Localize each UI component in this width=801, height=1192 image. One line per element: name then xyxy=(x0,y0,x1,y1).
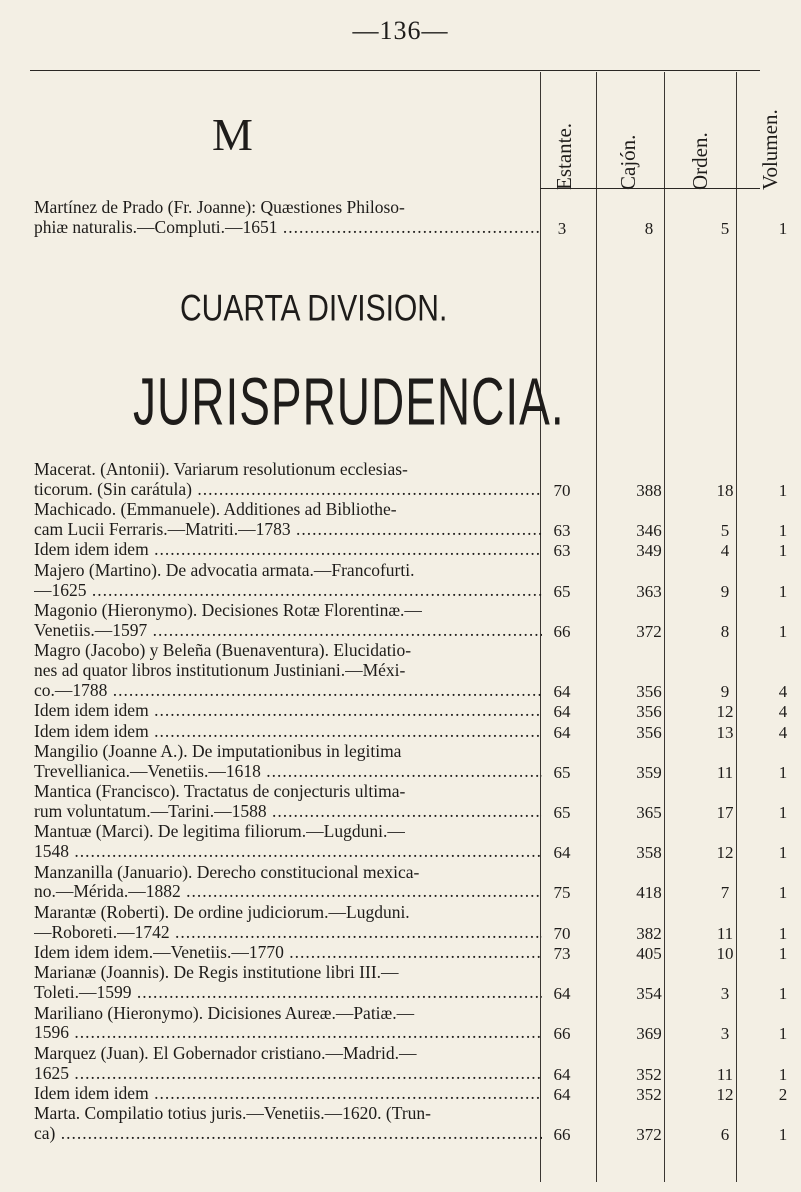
entry-line: co.—1788 ..... xyxy=(34,681,542,701)
entry-estante: 75 xyxy=(553,883,571,903)
entry-estante: 64 xyxy=(553,1064,571,1084)
entry-line: Mantuæ (Marci). De legitima filiorum.—Lugduni.— xyxy=(34,822,405,842)
entry-estante: 66 xyxy=(553,621,571,641)
entry-cajon: 356 xyxy=(636,702,662,722)
entry-cajon: 388 xyxy=(636,480,662,500)
entry-line: Trevellianica.—Venetiis.—1618 ..... xyxy=(34,762,542,782)
entry-volumen: 1 xyxy=(778,541,788,561)
entry-volumen: 4 xyxy=(778,722,788,742)
entry-line: —Roboreti.—1742 ..... xyxy=(34,923,542,943)
entry-volumen: 1 xyxy=(778,581,788,601)
entry-orden: 10 xyxy=(716,944,734,963)
entry-estante: 64 xyxy=(553,722,571,742)
entry-line: Martínez de Prado (Fr. Joanne): Quæstiones Philoso- xyxy=(34,198,405,217)
entry-orden: 13 xyxy=(716,722,734,742)
entry-estante: 73 xyxy=(553,944,571,963)
entry-estante: 64 xyxy=(553,843,571,863)
entry-line: Marta. Compilatio totius juris.—Venetiis.—1620. (Trun- xyxy=(34,1104,431,1124)
entry-orden: 12 xyxy=(716,702,734,722)
entry-cajon: 363 xyxy=(636,581,662,601)
entry-estante: 66 xyxy=(553,1024,571,1044)
column-header-cajon: Cajón. xyxy=(616,134,640,190)
entry-estante: 66 xyxy=(553,1125,571,1145)
catalog-entry xyxy=(34,1084,542,1104)
entry-volumen: 1 xyxy=(778,521,788,540)
entry-volumen: 1 xyxy=(778,944,788,963)
catalog-entry xyxy=(34,943,542,963)
entry-line: Idem idem idem ..... xyxy=(34,722,542,742)
entry-cajon: 349 xyxy=(636,541,662,561)
catalog-entry xyxy=(34,722,542,742)
entry-cajon: 359 xyxy=(636,762,662,782)
entry-cajon: 358 xyxy=(636,843,662,863)
entry-line: Magro (Jacobo) y Beleña (Buenaventura). Elucidatio- xyxy=(34,641,412,661)
entry-cajon: 405 xyxy=(636,944,662,963)
catalog-entry xyxy=(34,198,542,238)
catalog-entry xyxy=(34,903,542,943)
entry-volumen: 2 xyxy=(778,1085,788,1104)
entry-cajon: 372 xyxy=(636,621,662,641)
entry-cajon: 346 xyxy=(636,521,662,540)
entry-orden: 5 xyxy=(720,218,730,238)
catalog-entry xyxy=(34,561,542,601)
entry-line: Magonio (Hieronymo). Decisiones Rotæ Florentinæ.— xyxy=(34,601,422,620)
entry-line: Marantæ (Roberti). De ordine judiciorum.—Lugduni. xyxy=(34,902,410,922)
entry-cajon: 352 xyxy=(636,1085,662,1104)
entry-volumen: 4 xyxy=(778,702,788,722)
entry-estante: 64 xyxy=(553,1085,571,1104)
catalog-entry xyxy=(34,701,542,721)
entry-estante: 63 xyxy=(553,521,571,540)
entry-orden: 12 xyxy=(716,1085,734,1104)
entry-line: Manzanilla (Januario). Derecho constitucional mexica- xyxy=(34,862,420,882)
catalog-entry xyxy=(34,822,542,862)
entry-volumen: 1 xyxy=(778,883,788,903)
entry-orden: 6 xyxy=(720,1125,730,1145)
catalog-entry xyxy=(34,601,542,641)
entry-cajon: 356 xyxy=(636,681,662,701)
entry-line: 1625 ..... xyxy=(34,1064,542,1084)
top-rule xyxy=(30,70,760,71)
entry-estante: 64 xyxy=(553,702,571,722)
entry-volumen: 1 xyxy=(778,762,788,782)
entry-orden: 8 xyxy=(720,621,730,641)
entry-line: nes ad quator libros institutionum Justiniani.—Méxi- xyxy=(34,660,406,680)
entry-line: Machicado. (Emmanuele). Additiones ad Bibliothe- xyxy=(34,500,397,520)
catalog-entry xyxy=(34,1044,542,1084)
entry-volumen: 1 xyxy=(778,1024,788,1044)
catalog-entry xyxy=(34,863,542,903)
entry-volumen: 1 xyxy=(778,621,788,641)
catalog-entry xyxy=(34,742,542,782)
entry-volumen: 1 xyxy=(778,803,788,822)
entry-line: Marquez (Juan). El Gobernador cristiano.—Madrid.— xyxy=(34,1043,417,1063)
entry-orden: 11 xyxy=(716,923,734,943)
entry-volumen: 1 xyxy=(778,984,788,1004)
section-title: JURISPRUDENCIA. xyxy=(133,363,565,439)
column-header-estante: Estante. xyxy=(552,122,576,190)
header-rule xyxy=(540,188,760,189)
entry-orden: 11 xyxy=(716,1064,734,1084)
entry-line: Idem idem idem ..... xyxy=(34,701,542,721)
entry-cajon: 418 xyxy=(636,883,662,903)
entry-estante: 65 xyxy=(553,581,571,601)
entry-estante: 63 xyxy=(553,541,571,561)
catalog-entry xyxy=(34,500,542,540)
entry-orden: 5 xyxy=(720,521,730,540)
entry-line: ticorum. (Sin carátula) ..... xyxy=(34,480,542,500)
entry-line: 1596 ..... xyxy=(34,1023,542,1043)
entry-volumen: 1 xyxy=(778,480,788,500)
entry-cajon: 354 xyxy=(636,984,662,1004)
entry-line: Marianæ (Joannis). De Regis institutione libri III.— xyxy=(34,963,399,983)
page-number: —136— xyxy=(352,16,449,45)
entry-line: phiæ naturalis.—Compluti.—1651 ..... xyxy=(34,218,542,238)
entry-orden: 3 xyxy=(720,984,730,1004)
catalog-entry xyxy=(34,1004,542,1044)
entry-line: Idem idem idem ..... xyxy=(34,540,542,560)
entry-estante: 64 xyxy=(553,984,571,1004)
entry-line: Majero (Martino). De advocatia armata.—Francofurti. xyxy=(34,560,415,580)
entry-cajon: 382 xyxy=(636,923,662,943)
entry-line: Mariliano (Hieronymo). Dicisiones Aureæ.—Patiæ.— xyxy=(34,1003,415,1023)
entry-orden: 7 xyxy=(720,883,730,903)
entry-cajon: 356 xyxy=(636,722,662,742)
entry-cajon: 365 xyxy=(636,803,662,822)
entry-estante: 70 xyxy=(553,480,571,500)
entry-cajon: 372 xyxy=(636,1125,662,1145)
entry-orden: 18 xyxy=(716,480,734,500)
entry-orden: 4 xyxy=(720,541,730,561)
catalog-entry xyxy=(34,540,542,560)
entry-line: 1548 ..... xyxy=(34,842,542,862)
entry-orden: 12 xyxy=(716,843,734,863)
entry-line: Venetiis.—1597 ..... xyxy=(34,621,542,641)
entry-volumen: 1 xyxy=(778,218,788,238)
entry-line: Mangilio (Joanne A.). De imputationibus in legitima xyxy=(34,742,402,761)
entry-cajon: 369 xyxy=(636,1024,662,1044)
entry-volumen: 4 xyxy=(778,681,788,701)
catalog-entry xyxy=(34,963,542,1003)
entry-orden: 17 xyxy=(716,803,734,822)
entry-volumen: 1 xyxy=(778,1125,788,1145)
division-title: CUARTA DIVISION. xyxy=(180,288,448,330)
column-header-orden: Orden. xyxy=(688,132,712,190)
entry-estante: 3 xyxy=(557,218,567,238)
entry-estante: 65 xyxy=(553,762,571,782)
entry-volumen: 1 xyxy=(778,923,788,943)
entry-line: no.—Mérida.—1882 ..... xyxy=(34,882,542,902)
entry-estante: 70 xyxy=(553,923,571,943)
entry-line: rum voluntatum.—Tarini.—1588 ..... xyxy=(34,802,542,822)
entry-line: ca) ..... xyxy=(34,1124,542,1144)
column-divider xyxy=(596,72,597,1182)
catalog-entry xyxy=(34,641,542,700)
catalog-entry xyxy=(34,1104,542,1144)
entry-orden: 9 xyxy=(720,681,730,701)
entry-cajon: 352 xyxy=(636,1064,662,1084)
entry-line: Idem idem idem.—Venetiis.—1770 ..... xyxy=(34,943,542,963)
entry-volumen: 1 xyxy=(778,843,788,863)
entry-cajon: 8 xyxy=(644,218,654,238)
catalog-entry xyxy=(34,460,542,500)
entry-line: —1625 ..... xyxy=(34,581,542,601)
entry-line: Idem idem idem ..... xyxy=(34,1084,542,1104)
entry-orden: 3 xyxy=(720,1024,730,1044)
entry-volumen: 1 xyxy=(778,1064,788,1084)
heading-letter: M xyxy=(212,109,253,160)
entry-line: Mantica (Francisco). Tractatus de conjecturis ultima- xyxy=(34,782,406,802)
entry-orden: 9 xyxy=(720,581,730,601)
catalog-entry xyxy=(34,782,542,822)
entry-line: Toleti.—1599 ..... xyxy=(34,983,542,1003)
entry-estante: 64 xyxy=(553,681,571,701)
entry-line: Macerat. (Antonii). Variarum resolutionum ecclesias- xyxy=(34,460,408,479)
entry-line: cam Lucii Ferraris.—Matriti.—1783 ..... xyxy=(34,520,542,540)
column-header-volumen: Volumen. xyxy=(758,109,782,190)
entry-orden: 11 xyxy=(716,762,734,782)
entry-estante: 65 xyxy=(553,803,571,822)
